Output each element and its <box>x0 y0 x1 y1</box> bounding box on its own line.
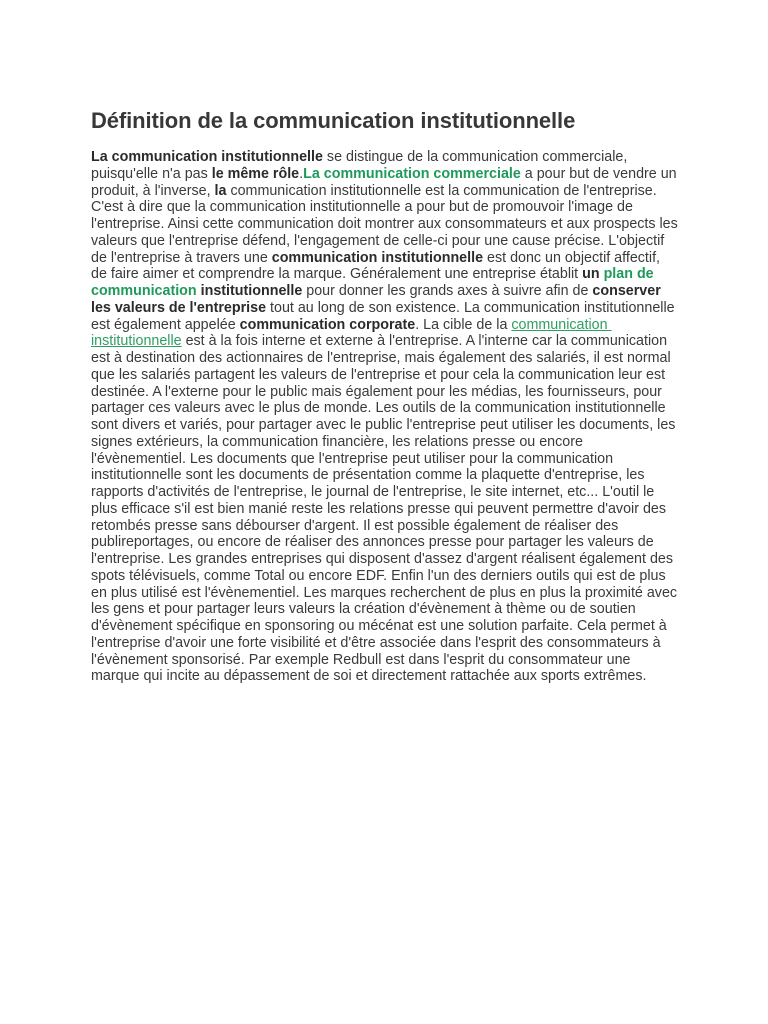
link-communication-institutionnelle[interactable]: communication institutionnelle <box>91 316 612 350</box>
paragraph-text: . <box>299 165 304 182</box>
page-title: Définition de la communication institutionnelle <box>91 108 576 133</box>
paragraph-text: a pour but de vendre un produit, à l'inverse, <box>91 165 681 199</box>
paragraph-text: est à la fois interne et externe à l'entreprise. A l'interne car la communication est à destination des actionnaires de l'entreprise, mais également des salariés, il est normal que les salariés partagent les valeurs de l'entreprise et pour cela la communication leur est destinée. A l'externe pour le public mais également pour les médias, les fournisseurs, pour partager ces valeurs avec le plus de monde. Les outils de la communication institutionnelle sont divers et variés, pour partager avec le public l'entreprise peut utiliser les documents, les signes extérieurs, la communication financière, les relations presse ou encore l'évènementiel. Les documents que l'entreprise peut utiliser pour la communication institutionnelle sont les documents de présentation comme la plaquette d'entreprise, les rapports d'activités de l'entreprise, le journal de l'entreprise, le site internet, etc... L'outil le plus efficace s'il est bien manié reste les relations presse qui peuvent permettre d'avoir des retombés presse sans débourser d'argent. Il est possible également de réaliser des publireportages, ou encore de réaliser des annonces presse pour partager les valeurs de l'entreprise. Les grandes entreprises qui disposent d'assez d'argent réalisent également des spots télévisuels, comme Total ou encore EDF. Enfin l'un des derniers outils qui est de plus en plus utilisé est l'évènementiel. Les marques recherchent de plus en plus la proximité avec les gens et pour partager leurs valeurs la création d'évènement à thème ou de soutien d'évènement spécifique en sponsoring ou mécénat est une solution parfaite. Cela permet à l'entreprise d'avoir une forte visibilité et d'être associée dans l'esprit des consommateurs à l'évènement sponsorisé. Par exemple Redbull est dans l'esprit du consommateur une marque qui incite au dépassement de soi et directement rattachée aux sports extrêmes. <box>91 333 682 685</box>
bold-phrase: communication institutionnelle <box>271 249 484 266</box>
bold-phrase: conserver les valeurs de l'entreprise <box>91 283 665 316</box>
bold-phrase: la <box>214 182 227 199</box>
bold-phrase: La communication institutionnelle <box>91 149 323 165</box>
paragraph-text: pour donner les grands axes à suivre afin de <box>302 283 593 299</box>
bold-phrase: un <box>582 266 600 283</box>
paragraph-text: tout au long de son existence. La communication institutionnelle est également appelée <box>91 299 679 333</box>
paragraph-text: communication institutionnelle est la communication de l'entreprise. C'est à dire que la communication institutionnelle a pour but de promouvoir l'image de l'entreprise. Ainsi cette communication doit montrer aux consommateurs et aux prospects les valeurs que l'entreprise défend, l'engagement de celle-ci pour une cause précise. L'objectif de l'entreprise à travers une <box>91 182 682 266</box>
bold-phrase: institutionnelle <box>200 283 303 299</box>
paragraph-text: . La cible de la <box>415 316 512 333</box>
body-paragraph <box>91 149 682 685</box>
keyword-link-communication-commerciale[interactable]: La communication commerciale <box>303 165 521 182</box>
keyword-link-plan-de-communication[interactable]: plan de communication <box>91 266 658 299</box>
paragraph-text: se distingue de la communication commerciale, puisqu'elle n'a pas <box>91 149 632 182</box>
document <box>91 107 682 685</box>
bold-phrase: communication corporate <box>239 316 416 333</box>
bold-phrase: le même rôle <box>211 165 300 182</box>
paragraph-text: est donc un objectif affectif, de faire aimer et comprendre la marque. Généralement une entreprise établit <box>91 249 664 283</box>
